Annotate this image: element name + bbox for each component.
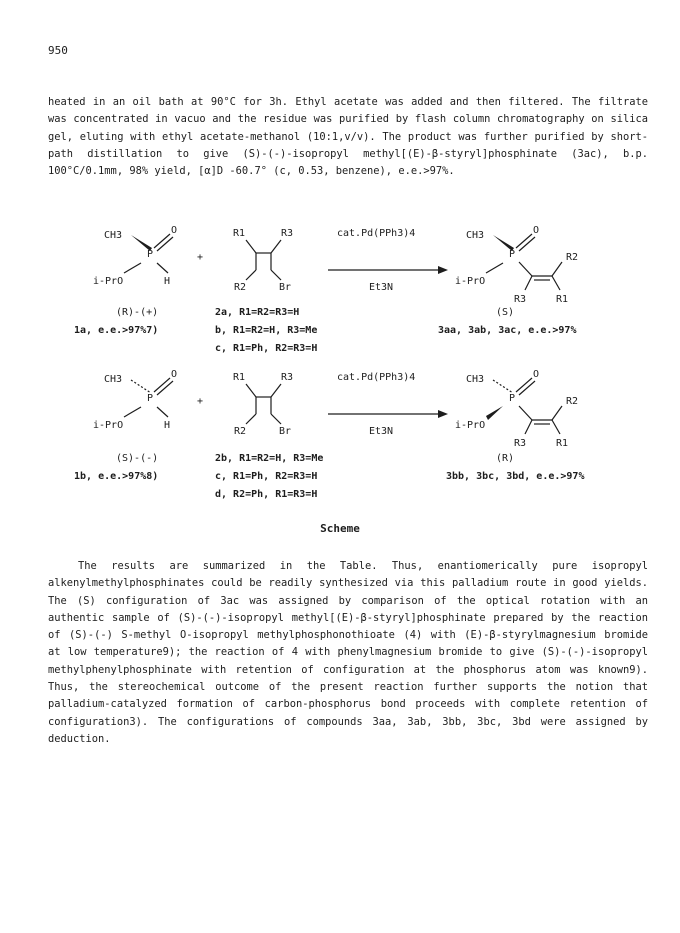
methyl-label: CH3 bbox=[466, 230, 485, 241]
phosphorus-label: P bbox=[509, 249, 516, 260]
r1-label: R1 bbox=[233, 228, 246, 239]
r1-label: R1 bbox=[556, 438, 569, 449]
r3-label: R3 bbox=[281, 372, 294, 383]
oxygen-label: O bbox=[533, 225, 540, 236]
oxygen-label: O bbox=[533, 369, 540, 380]
phosphorus-label: P bbox=[509, 393, 516, 404]
isopropoxy-label: i-PrO bbox=[455, 420, 486, 431]
r3-label: R3 bbox=[281, 228, 294, 239]
r2-label: R2 bbox=[234, 282, 247, 293]
r2-label: R2 bbox=[566, 396, 579, 407]
reactant-caption: 1a, e.e.>97%7) bbox=[74, 325, 159, 336]
reactant-caption: (S)-(-) bbox=[116, 453, 159, 464]
reactant-caption: 1b, e.e.>97%8) bbox=[74, 471, 159, 482]
vinyl-caption: b, R1=R2=H, R3=Me bbox=[215, 325, 318, 336]
hashed-bond bbox=[493, 380, 513, 393]
base-label: Et3N bbox=[369, 426, 394, 437]
r2-label: R2 bbox=[566, 252, 579, 263]
r1-label: R1 bbox=[233, 372, 246, 383]
methyl-label: CH3 bbox=[466, 374, 485, 385]
catalyst-label: cat.Pd(PPh3)4 bbox=[337, 228, 416, 239]
page-number: 950 bbox=[48, 44, 68, 57]
paragraph-2: The results are summarized in the Table. Thus, enantiomerically pure isopropyl alkenylmethylphosphinates could be readily synthesized via this palladium route in good yields. The (S) configuration of 3ac was assigned by comparison of the optical rotation with an authentic sample of (S)-(-)-isopropyl methyl[(E)-β-styryl]phosphinate prepared by the reaction of (S)-(-) S-methyl O-isopropyl methylphosphonothioate (4) with (E)-β-styrylmagnesium bromide at low temperature9); the reaction of 4 with phenylmagnesium bromide to give (S)-(-)-isopropyl methylphenylphosphinate with retention of configuration at the phosphorus atom was known9). Thus, the stereochemical outcome of the present reaction further supports the notion that palladium-catalyzed formation of carbon-phosphorus bond proceeds with complete retention of configuration3). The configurations of compounds 3aa, 3ab, 3bb, 3bc, 3bd were assigned by deduction. bbox=[48, 560, 648, 745]
methyl-label: CH3 bbox=[104, 374, 123, 385]
vinyl-caption: 2a, R1=R2=R3=H bbox=[215, 307, 300, 318]
reactant-caption: (R)-(+) bbox=[116, 307, 159, 318]
product-caption: 3aa, 3ab, 3ac, e.e.>97% bbox=[438, 325, 577, 336]
reaction-2-scheme bbox=[0, 362, 680, 507]
product-caption: (S) bbox=[496, 307, 515, 318]
bromine-label: Br bbox=[279, 426, 292, 437]
phosphorus-label: P bbox=[147, 393, 154, 404]
plus-sign: + bbox=[197, 396, 204, 407]
r1-label: R1 bbox=[556, 294, 569, 305]
scheme-label: Scheme bbox=[320, 522, 360, 535]
isopropoxy-label: i-PrO bbox=[93, 420, 124, 431]
product-caption: (R) bbox=[496, 453, 515, 464]
oxygen-label: O bbox=[171, 369, 178, 380]
bromine-label: Br bbox=[279, 282, 292, 293]
oxygen-label: O bbox=[171, 225, 178, 236]
base-label: Et3N bbox=[369, 282, 394, 293]
hydrogen-label: H bbox=[164, 420, 171, 431]
vinyl-caption: c, R1=Ph, R2=R3=H bbox=[215, 471, 318, 482]
r2-label: R2 bbox=[234, 426, 247, 437]
vinyl-caption: d, R2=Ph, R1=R3=H bbox=[215, 489, 318, 500]
vinyl-caption: 2b, R1=R2=H, R3=Me bbox=[215, 453, 324, 464]
isopropoxy-label: i-PrO bbox=[455, 276, 486, 287]
wedge-bond bbox=[486, 406, 503, 420]
reaction-1-scheme bbox=[0, 218, 680, 358]
r3-label: R3 bbox=[514, 294, 527, 305]
methyl-label: CH3 bbox=[104, 230, 123, 241]
paragraph-1: heated in an oil bath at 90°C for 3h. Ethyl acetate was added and then filtered. The filtrate was concentrated in vacuo and the residue was purified by flash column chromatography on silica gel, eluting with ethyl acetate-methanol (10:1,v/v). The product was further purified by short-path distillation to give (S)-(-)-isopropyl methyl[(E)-β-styryl]phosphinate (3ac), b.p. 100°C/0.1mm, 98% yield, [α]D -60.7° (c, 0.53, benzene), e.e.>97%. bbox=[48, 96, 648, 178]
hashed-bond bbox=[131, 380, 151, 393]
isopropoxy-label: i-PrO bbox=[93, 276, 124, 287]
plus-sign: + bbox=[197, 252, 204, 263]
catalyst-label: cat.Pd(PPh3)4 bbox=[337, 372, 416, 383]
hydrogen-label: H bbox=[164, 276, 171, 287]
phosphorus-label: P bbox=[147, 249, 154, 260]
product-caption: 3bb, 3bc, 3bd, e.e.>97% bbox=[446, 471, 585, 482]
vinyl-caption: c, R1=Ph, R2=R3=H bbox=[215, 343, 318, 354]
r3-label: R3 bbox=[514, 438, 527, 449]
